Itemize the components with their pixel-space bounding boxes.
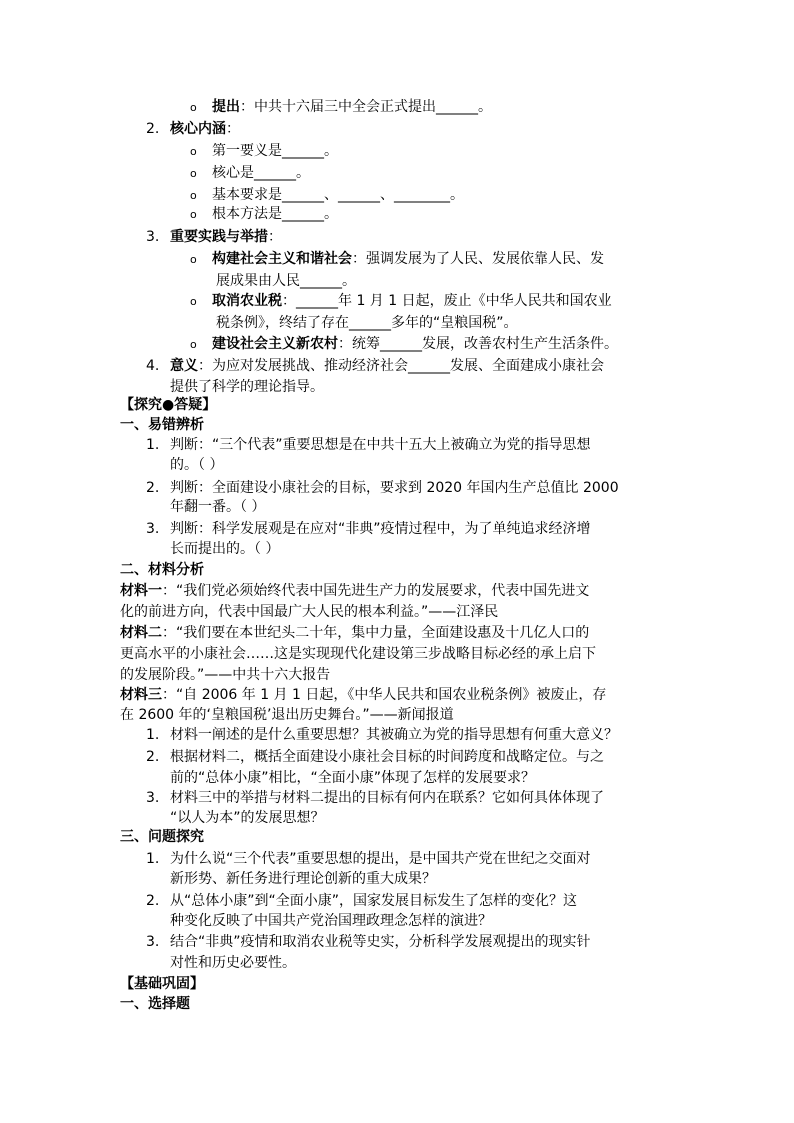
section-title-problem-inquiry: 三、问题探究	[120, 829, 204, 845]
material-3-cont: 在 2600 年的‘皇粮国税’退出历史舞台。”——新闻报道	[120, 707, 454, 723]
section-header-explore: 【探究●答疑】	[120, 397, 217, 413]
judge-item-1-cont: 的。（ ）	[170, 457, 224, 473]
inquiry-question-3-cont: 对性和历史必要性。	[170, 955, 296, 971]
circle-bullet-icon: o	[190, 295, 197, 308]
material-question-2: 2. 根据材料二，概括全面建设小康社会目标的时间跨度和战略定位。与之	[146, 749, 604, 765]
item-practice: 3. 重要实践与举措：	[146, 229, 282, 245]
inquiry-question-2-cont: 种变化反映了中国共产党治国理政理念怎样的演进？	[170, 913, 492, 929]
inquiry-question-2: 2. 从“总体小康”到“全面小康”，国家发展目标发生了怎样的变化？这	[146, 893, 578, 909]
judge-item-2-cont: 年翻一番。（ ）	[170, 499, 266, 515]
circle-bullet-icon: o	[190, 208, 197, 221]
judge-item-2: 2. 判断：全面建设小康社会的目标，要求到 2020 年国内生产总值比 2000	[146, 480, 619, 496]
circle-bullet-icon: o	[190, 338, 197, 351]
bullet-basic-requirement: o 基本要求是______、______、________。	[190, 184, 464, 207]
material-question-1: 1. 材料一阐述的是什么重要思想？其被确立为党的指导思想有何重大意义？	[146, 727, 618, 743]
item-significance-cont: 提供了科学的理论指导。	[170, 379, 324, 395]
judge-item-3-cont: 长而提出的。（ ）	[170, 541, 280, 557]
circle-bullet-icon: o	[190, 145, 197, 158]
item-significance: 4. 意义：为应对发展挑战、推动经济社会______发展、全面建成小康社会	[146, 358, 604, 374]
bullet-new-countryside: o 建设社会主义新农村：统筹______发展，改善农村生产生活条件。	[190, 333, 618, 356]
judge-item-3: 3. 判断：科学发展观是在应对“非典”疫情过程中，为了单纯追求经济增	[146, 521, 591, 537]
material-question-3: 3. 材料三中的举措与材料二提出的目标有何内在联系？它如何具体体现了	[146, 790, 604, 806]
section-title-error-analysis: 一、易错辨析	[120, 417, 204, 433]
circle-bullet-icon: o	[190, 167, 197, 180]
judge-item-1: 1. 判断：“三个代表”重要思想是在中共十五大上被确立为党的指导思想	[146, 437, 591, 453]
section-title-multiple-choice: 一、选择题	[120, 996, 190, 1012]
material-1-cont: 化的前进方向，代表中国最广大人民的根本利益。”——江泽民	[120, 604, 499, 620]
sub-item-proposal: o 提出：中共十六届三中全会正式提出______。	[190, 96, 492, 119]
bullet-abolish-tax-cont: 税条例》，终结了存在______多年的“皇粮国税”。	[216, 315, 518, 331]
bullet-abolish-tax: o 取消农业税：______年 1 月 1 日起，废止《中华人民共和国农业	[190, 290, 612, 313]
material-2-cont-2: 的发展阶段。”——中共十六大报告	[120, 667, 331, 683]
material-2-cont-1: 更高水平的小康社会……这是实现现代化建设第三步战略目标必经的承上启下	[120, 646, 596, 662]
material-2: 材料二：“我们要在本世纪头二十年，集中力量，全面建设惠及十几亿人口的	[120, 625, 590, 641]
circle-bullet-icon: o	[190, 189, 197, 202]
section-title-material-analysis: 二、材料分析	[120, 562, 204, 578]
material-question-2-cont: 前的“总体小康”相比，“全面小康”体现了怎样的发展要求？	[170, 770, 536, 786]
inquiry-question-1-cont: 新形势、新任务进行理论创新的重大成果？	[170, 871, 436, 887]
bullet-fundamental-method: o 根本方法是______。	[190, 203, 338, 226]
bullet-harmonious-society-cont: 展成果由人民______。	[216, 273, 356, 289]
material-3: 材料三：“自 2006 年 1 月 1 日起，《中华人民共和国农业税条例》被废止，存	[120, 687, 607, 703]
material-question-3-cont: “以人为本”的发展思想？	[170, 810, 325, 826]
inquiry-question-1: 1. 为什么说“三个代表”重要思想的提出，是中国共产党在世纪之交面对	[146, 851, 591, 867]
item-core-meaning: 2. 核心内涵：	[146, 121, 240, 137]
bullet-first-essence: o 第一要义是______。	[190, 140, 338, 163]
bullet-harmonious-society: o 构建社会主义和谐社会：强调发展为了人民、发展依靠人民、发	[190, 248, 604, 271]
material-1: 材料一：“我们党必须始终代表中国先进生产力的发展要求，代表中国先进文	[120, 583, 590, 599]
circle-bullet-icon: o	[190, 253, 197, 266]
circle-bullet-icon: o	[190, 101, 197, 114]
inquiry-question-3: 3. 结合“非典”疫情和取消农业税等史实，分析科学发展观提出的现实针	[146, 934, 591, 950]
bullet-core: o 核心是______。	[190, 162, 310, 185]
section-header-consolidate: 【基础巩固】	[120, 976, 204, 992]
